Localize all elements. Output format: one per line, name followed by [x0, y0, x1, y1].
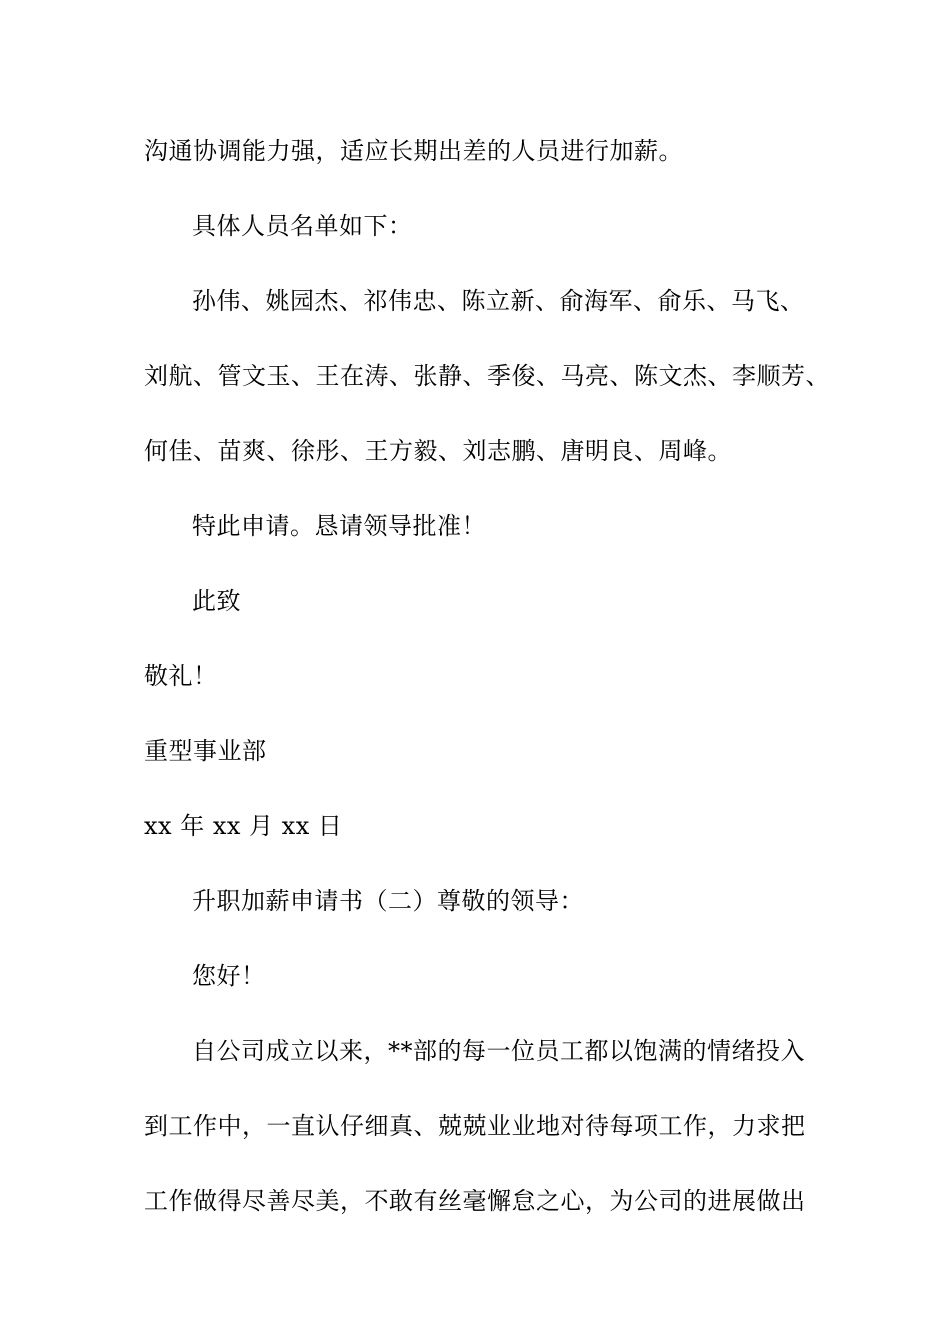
- text-line: 何佳、苗爽、徐彤、王方毅、刘志鹏、唐明良、周峰。: [144, 437, 732, 465]
- closing-regards: 敬礼！: [144, 662, 218, 690]
- text-line: 刘航、管文玉、王在涛、张静、季俊、马亮、陈文杰、李顺芳、: [144, 362, 830, 390]
- signature-date: xx 年 xx 月 xx 日: [144, 812, 343, 840]
- text-line: 自公司成立以来，**部的每一位员工都以饱满的情绪投入: [192, 1037, 805, 1065]
- section-heading: 升职加薪申请书（二）尊敬的领导：: [192, 887, 584, 915]
- text-line: 工作做得尽善尽美，不敢有丝毫懈怠之心，为公司的进展做出: [144, 1187, 806, 1215]
- text-line: 到工作中，一直认仔细真、兢兢业业地对待每项工作，力求把: [144, 1112, 806, 1140]
- text-line: 具体人员名单如下：: [192, 212, 413, 240]
- signature-department: 重型事业部: [144, 737, 267, 765]
- text-line: 孙伟、姚园杰、祁伟忠、陈立新、俞海军、俞乐、马飞、: [192, 287, 805, 315]
- closing-salutation: 此致: [192, 587, 241, 615]
- greeting: 您好！: [192, 962, 266, 990]
- text-line: 沟通协调能力强，适应长期出差的人员进行加薪。: [144, 137, 683, 165]
- text-line: 特此申请。恳请领导批准！: [192, 512, 486, 540]
